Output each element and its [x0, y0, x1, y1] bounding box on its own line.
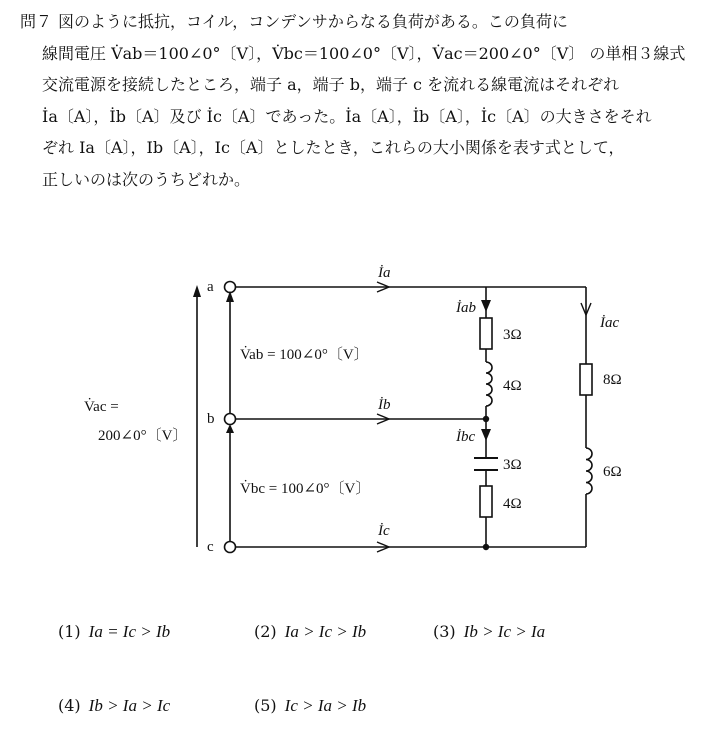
- voltage-vac-label-bottom: 200∠0°〔V〕: [98, 428, 188, 444]
- choice-2-expression: Ia > Ic > Ib: [284, 622, 367, 641]
- current-ia-label: İa: [378, 265, 391, 281]
- resistor-bc: [480, 486, 492, 517]
- inductor-ac: [586, 448, 592, 494]
- choice-5-number: (5): [254, 696, 277, 715]
- resistor-ac: [580, 364, 592, 395]
- choice-1-expression: Ia = Ic > Ib: [88, 622, 171, 641]
- terminal-c-label: c: [207, 539, 214, 555]
- arrow-ibc: [481, 429, 491, 441]
- choice-5-expression: Ic > Ia > Ib: [284, 696, 367, 715]
- terminal-b-circle: [225, 414, 236, 425]
- current-ib-label: İb: [378, 397, 391, 413]
- choice-5[interactable]: [254, 696, 366, 716]
- choice-3-expression: Ib > Ic > Ia: [463, 622, 546, 641]
- question-line-2: 線間電圧 V̇ab＝100∠0°〔V〕，V̇bc＝100∠0°〔V〕，V̇ac＝200∠0°〔V〕 の単相３線式: [42, 43, 686, 63]
- choice-1[interactable]: [58, 622, 170, 642]
- terminal-b-label: b: [207, 411, 215, 427]
- question-line-6: 正しいのは次のうちどれか。: [42, 169, 251, 189]
- question-line-3: 交流電源を接続したところ，端子 a，端子 b，端子 c を流れる線電流はそれぞれ: [42, 75, 620, 94]
- terminal-c-circle: [225, 542, 236, 553]
- capacitor-bc-value: 3Ω: [503, 457, 522, 473]
- junction-c: [483, 544, 489, 550]
- choice-4[interactable]: [58, 696, 170, 716]
- current-ic-label: İc: [378, 523, 390, 539]
- choice-3-number: (3): [433, 622, 456, 641]
- current-iab-label: İab: [456, 300, 476, 316]
- inductor-ab: [486, 362, 492, 406]
- current-ibc-label: İbc: [456, 429, 476, 445]
- terminal-a-label: a: [207, 279, 214, 295]
- choice-4-number: (4): [58, 696, 81, 715]
- terminal-a-circle: [225, 282, 236, 293]
- choice-4-expression: Ib > Ia > Ic: [88, 696, 171, 715]
- choice-1-number: (1): [58, 622, 81, 641]
- voltage-vbc-label: V̇bc = 100∠0°〔V〕: [240, 481, 371, 497]
- inductor-ac-value: 6Ω: [603, 464, 622, 480]
- arrow-iab: [481, 300, 491, 312]
- current-iac-label: İac: [600, 315, 620, 331]
- voltage-vab-label: V̇ab = 100∠0°〔V〕: [240, 347, 369, 363]
- question-number: 問７: [20, 12, 53, 31]
- voltage-vac-label-top: V̇ac =: [84, 399, 119, 415]
- question-line-1: 問７ 図のように抵抗，コイル，コンデンサからなる負荷がある。この負荷に: [20, 12, 568, 31]
- choice-2-number: (2): [254, 622, 277, 641]
- choice-2[interactable]: [254, 622, 366, 642]
- arrowhead-vbc: [226, 424, 234, 433]
- resistor-ab-value: 3Ω: [503, 327, 522, 343]
- inductor-ab-value: 4Ω: [503, 378, 522, 394]
- resistor-bc-value: 4Ω: [503, 496, 522, 512]
- junction-b: [483, 416, 489, 422]
- choice-3[interactable]: [433, 622, 545, 642]
- arrowhead-vab: [226, 291, 234, 302]
- question-line-5: ぞれ Ia〔A〕，Ib〔A〕，Ic〔A〕としたとき，これらの大小関係を表す式として，: [42, 138, 625, 157]
- arrowhead-vac: [193, 285, 201, 297]
- question-line-4: İa〔A〕，İb〔A〕及び İc〔A〕であった。İa〔A〕，İb〔A〕，İc〔A〕の大きさをそれ: [42, 106, 652, 126]
- resistor-ab: [480, 318, 492, 349]
- resistor-ac-value: 8Ω: [603, 372, 622, 388]
